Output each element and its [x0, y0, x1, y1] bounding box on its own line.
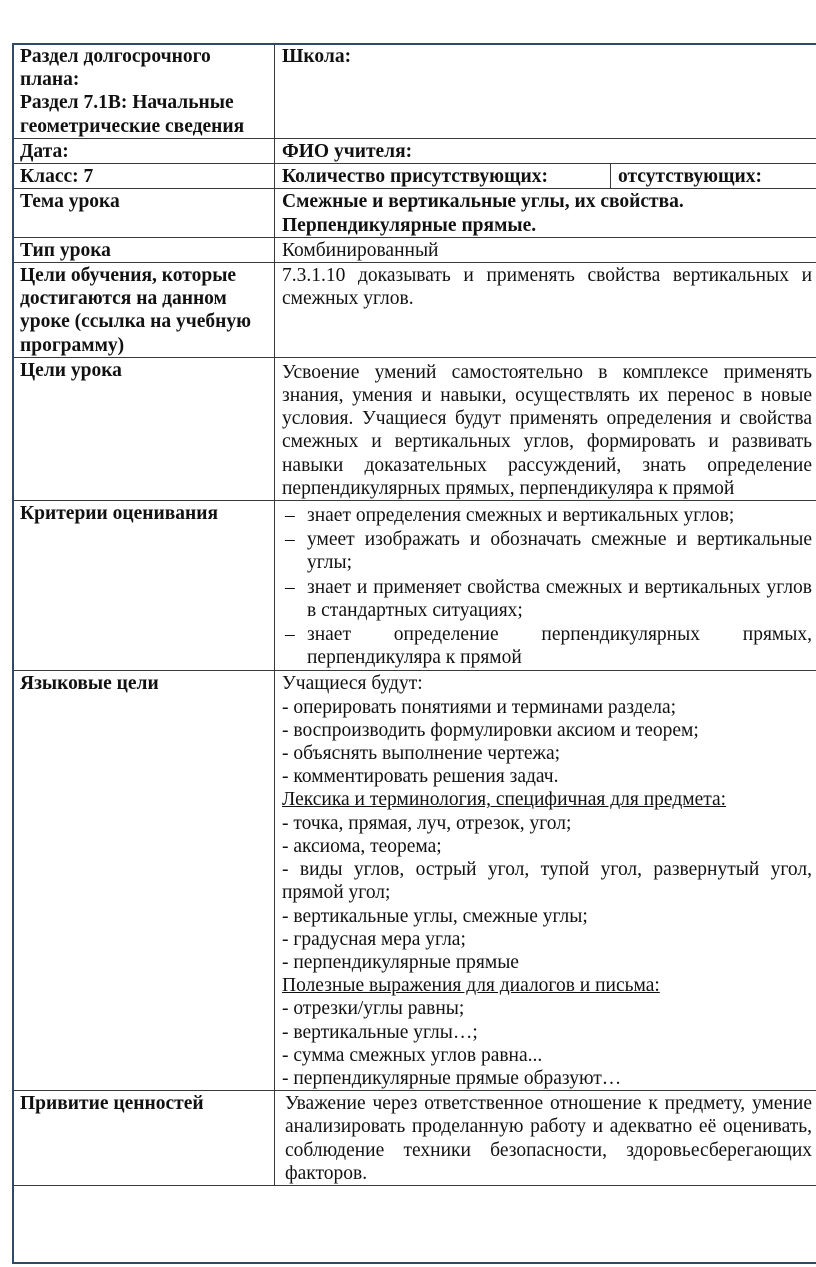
criteria-item: – умеет изображать и обозначать смежные и вертикальные углы;	[282, 528, 812, 574]
phrase-item: - сумма смежных углов равна...	[282, 1044, 543, 1066]
phrase-item: - перпендикулярные прямые образуют…	[282, 1067, 622, 1089]
row-lesson-type	[13, 237, 816, 262]
class-label: Класс: 7	[20, 166, 94, 188]
row-section	[13, 44, 816, 139]
language-intro: Учащиеся будут:	[282, 673, 423, 695]
lesson-plan-table	[12, 43, 816, 1186]
criteria-list	[282, 504, 812, 669]
row-topic	[13, 189, 816, 237]
row-learning-goals	[13, 263, 816, 358]
lesson-goals-value-cell	[275, 357, 816, 500]
present-label: Количество присутствующих:	[282, 166, 548, 188]
absent-cell	[611, 164, 816, 189]
phrases-heading: Полезные выражения для диалогов и письма:	[282, 975, 660, 997]
values-label: Привитие ценностей	[20, 1093, 204, 1115]
criteria-item: – знает определение перпендикулярных прямых, перпендикуляра к прямой	[282, 623, 812, 669]
row-date	[13, 139, 816, 164]
criteria-label: Критерии оценивания	[20, 503, 219, 525]
vocab-item: - вертикальные углы, смежные углы;	[282, 905, 588, 927]
vocab-item: - виды углов, острый угол, тупой угол, развернутый угол, прямой угол;	[282, 859, 813, 904]
topic-label: Тема урока	[20, 191, 120, 213]
criteria-list-cell	[275, 501, 816, 671]
language-goals-label: Языковые цели	[20, 673, 159, 695]
learning-goals-value-cell	[275, 263, 816, 358]
section-cell	[13, 44, 275, 139]
topic-value-cell	[275, 189, 816, 237]
vocab-item: - перпендикулярные прямые	[282, 951, 519, 973]
row-language-goals	[13, 671, 816, 1091]
vocab-item: - градусная мера угла;	[282, 928, 466, 950]
topic-label-cell	[13, 189, 275, 237]
phrase-item: - вертикальные углы…;	[282, 1021, 478, 1043]
lesson-goals-label: Цели урока	[20, 359, 122, 381]
lesson-goals-label-cell	[13, 357, 275, 500]
criteria-item: – знает определения смежных и вертикальных углов;	[282, 504, 812, 527]
skill-item: - комментировать решения задач.	[282, 766, 559, 788]
skill-item: - оперировать понятиями и терминами раздела;	[282, 696, 677, 718]
date-cell	[13, 139, 275, 164]
row-lesson-goals	[13, 357, 816, 500]
school-cell	[275, 44, 816, 139]
section-label: Раздел долгосрочного плана:	[20, 46, 211, 91]
language-goals-label-cell	[13, 671, 275, 1091]
date-label: Дата:	[20, 141, 69, 162]
lesson-type-value: Комбинированный	[282, 239, 439, 261]
lesson-type-value-cell	[275, 237, 816, 262]
school-label: Школа:	[282, 46, 352, 67]
criteria-label-cell	[13, 501, 275, 671]
criteria-item: – знает и применяет свойства смежных и вертикальных углов в стандартных ситуациях;	[282, 576, 812, 622]
phrase-item: - отрезки/углы равны;	[282, 998, 465, 1020]
lesson-goals-value: Усвоение умений самостоятельно в комплексе применять знания, умения и навыки, осуществлять их перенос в новые условия. Учащиеся будут применять определения и свойства смежных и вертикальных углов, формировать и развивать навыки доказательных рассуждений, знать определение перпендикулярных прямых, перпендикуляра к прямой	[282, 361, 813, 499]
vocab-item: - аксиома, теорема;	[282, 835, 442, 857]
lesson-type-label: Тип урока	[20, 239, 111, 261]
values-value-cell	[275, 1091, 816, 1186]
absent-label: отсутствующих:	[618, 166, 762, 188]
learning-goals-label-cell	[13, 263, 275, 358]
values-label-cell	[13, 1091, 275, 1186]
class-cell	[13, 164, 275, 189]
row-values	[13, 1091, 816, 1186]
learning-goals-value: 7.3.1.10 доказывать и применять свойства вертикальных и смежных углов.	[282, 265, 813, 310]
skill-item: - воспроизводить формулировки аксиом и теорем;	[282, 719, 699, 741]
row-criteria	[13, 501, 816, 671]
values-value: Уважение через ответственное отношение к предмету, умение анализировать проделанную работу и адекватно её оценивать, соблюдение техники безопасности, здоровьесберегающих факторов.	[285, 1093, 813, 1184]
vocab-heading: Лексика и терминология, специфичная для предмета:	[282, 789, 727, 811]
teacher-cell	[275, 139, 816, 164]
row-class	[13, 164, 816, 189]
learning-goals-label: Цели обучения, которые достигаются на данном уроке (ссылка на учебную программу)	[20, 265, 252, 356]
present-cell	[275, 164, 611, 189]
topic-value: Смежные и вертикальные углы, их свойства. Перпендикулярные прямые.	[282, 191, 684, 236]
skill-item: - объяснять выполнение чертежа;	[282, 743, 561, 765]
lesson-type-label-cell	[13, 237, 275, 262]
vocab-item: - точка, прямая, луч, отрезок, угол;	[282, 812, 572, 834]
section-name: Раздел 7.1В: Начальные геометрические сведения	[20, 92, 245, 137]
teacher-label: ФИО учителя:	[282, 141, 413, 162]
language-goals-cell	[275, 671, 816, 1091]
